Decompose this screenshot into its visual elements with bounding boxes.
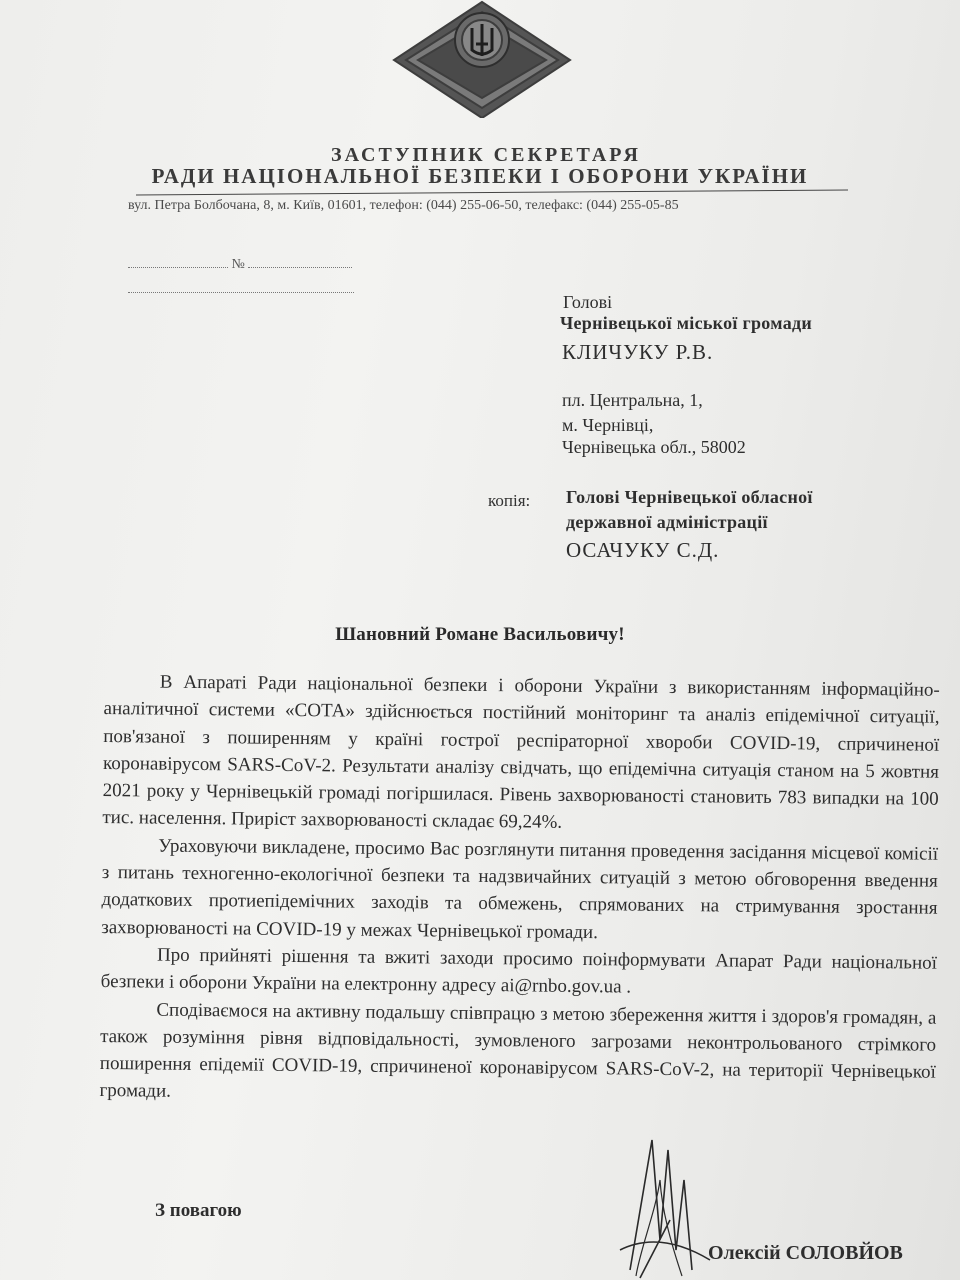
recipient-line2: Чернівецької міської громади	[560, 313, 813, 333]
handwritten-signature-icon	[600, 1120, 720, 1280]
body-paragraph-1: В Апараті Ради національної безпеки і оборони України з використанням інформаційно-аналітичної системи «СОТА» здійснюється постійний моніторинг та аналіз епідемічної ситуації, пов'язаної з поширенням у країні гострої респіраторної хвороби COVID-19, спричиненої коронавірусом SARS-CoV-2. Результати аналізу свідчать, що епідемічна ситуація станом на 5 жовтня 2021 року у Чернівецькій громаді погіршилася. Рівень захворюваності становить 783 випадки на 100 тис. населення. Приріст захворюваності складає 69,24%.	[102, 671, 940, 834]
recipient-address2: м. Чернівці,	[562, 415, 654, 435]
copy-line1: Голові Чернівецької обласної	[566, 487, 813, 507]
copy-name: ОСАЧУКУ С.Д.	[566, 538, 720, 562]
header-title-line2: РАДИ НАЦІОНАЛЬНОЇ БЕЗПЕКИ І ОБОРОНИ УКРАЇНИ	[151, 164, 809, 188]
recipient-name: КЛИЧУКУ Р.В.	[562, 340, 714, 364]
number-sign: №	[231, 257, 245, 272]
salutation: Шановний Романе Васильовичу!	[335, 624, 625, 645]
closing: З повагою	[155, 1200, 242, 1221]
recipient-line1: Голові	[563, 292, 613, 312]
date-blank	[128, 255, 228, 268]
header-contacts: вул. Петра Болбочана, 8, м. Київ, 01601, телефон: (044) 255-06-50, телефакс: (044) 255-05-85	[128, 198, 679, 213]
registration-ref-line	[128, 280, 354, 298]
number-blank	[248, 255, 352, 268]
registration-number-line	[128, 255, 352, 273]
body-paragraph-4: Сподіваємося на активну подальшу співпрацю з метою збереження життя і здоров'я громадян, а також розуміння рівня відповідальності, зумовленого загрозами неконтрольованого стрімкого поширення епідемії COVID-19, спричиненої коронавірусом SARS-CoV-2, на території Чернівецької громади.	[99, 999, 937, 1103]
body-paragraph-3: Про прийняті рішення та вжиті заходи просимо поінформувати Апарат Ради національної безпеки і оборони України на електронну адресу ai@rnbo.gov.ua .	[100, 944, 938, 998]
copy-line2: державної адміністрації	[566, 512, 768, 532]
recipient-address1: пл. Центральна, 1,	[562, 390, 703, 410]
signer-name: Олексій СОЛОВЙОВ	[708, 1242, 903, 1264]
copy-label: копія:	[488, 491, 531, 510]
letter-body	[99, 668, 940, 1113]
coat-of-arms-emblem-icon	[392, 0, 572, 118]
recipient-address3: Чернівецька обл., 58002	[562, 437, 746, 457]
body-paragraph-2: Ураховуючи викладене, просимо Вас розглянути питання проведення засідання місцевої комісії з питань техногенно-екологічної безпеки та надзвичайних ситуацій з метою обговорення введення додаткових протиепідемічних заходів та обмежень, спрямованих на стримування зростання захворюваності на COVID-19 у межах Чернівецької громади.	[101, 835, 939, 943]
ref-blank	[128, 280, 354, 293]
header-title-line1: ЗАСТУПНИК СЕКРЕТАРЯ	[331, 144, 641, 166]
header-divider	[136, 190, 848, 196]
